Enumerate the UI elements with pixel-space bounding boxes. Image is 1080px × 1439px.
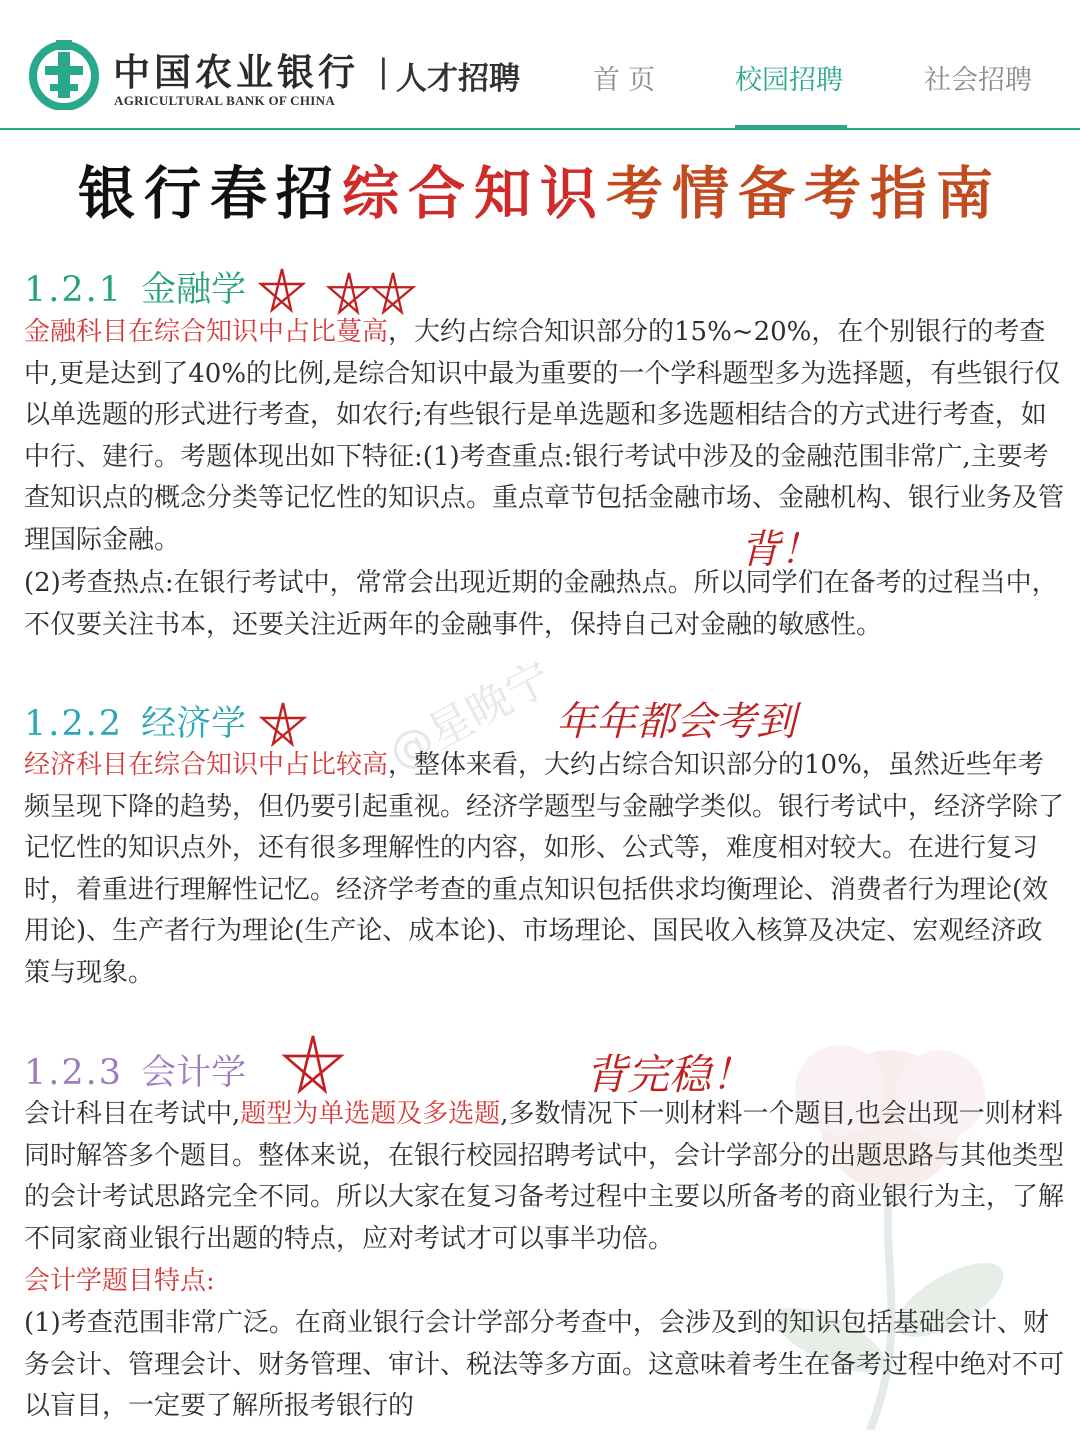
finance-paragraph-2: (2)考查热点:在银行考试中，常常会出现近期的金融热点。所以同学们在备考的过程当中，不仅要关注书本，还要关注近两年的金融事件，保持自己对金融的敏感性。 [24,568,1058,640]
handwritten-note-accounting: 背完稳！ [585,1050,754,1099]
accounting-lead: 会计科目在考试中, [24,1099,241,1129]
bank-name-cn: 中国农业银行 [113,50,359,94]
section-name: 经济学 [141,704,247,744]
handwritten-note-finance: 背！ [740,527,820,573]
title-part-2: 综合知识 [342,161,606,227]
section-name: 金融学 [141,270,247,310]
economics-paragraph [24,745,1064,995]
nav-home[interactable]: 首页 [593,65,663,96]
section-name: 会计学 [141,1053,247,1093]
star-annotation-icon [370,270,416,316]
accounting-highlight: 题型为单选题及多选题 [240,1099,501,1129]
section-number: 1.2.2 [24,704,124,744]
page-title [0,148,1080,230]
accounting-paragraph [24,1094,1064,1260]
economics-highlight: 经济科目在综合知识中占比较高 [24,750,389,780]
accounting-body: ,多数情况下一则材料一个题目,也会出现一则材料同时解答多个题目。整体来说，在银行校园招聘考试中，会计学部分的出题思路与其他类型的会计考试思路完全不同。所以大家在复习备考过程中主要以所备考的商业银行为主，了解不同家商业银行出题的特点，应对考试才可以事半功倍。 [24,1099,1065,1254]
finance-body: ，大约占综合知识部分的15%~20%，在个别银行的考查中,更是达到了40%的比例,是综合知识中最为重要的一个学科题型多为选择题，有些银行仅以单选题的形式进行考查，如农行;有些银行是单选题和多选题相结合的方式进行考查，如中行、建行。考题体现出如下特征:(1)考查重点:银行考试中涉及的金融范围非常广,主要考查知识点的概念分类等记忆性的知识点。重点章节包括金融市场、金融机构、银行业务及管理国际金融。 [24,317,1065,555]
section-heading-finance [24,262,246,312]
finance-highlight: 金融科目在综合知识中占比蔓高 [24,317,389,347]
finance-paragraph-1 [24,312,1064,562]
star-annotation-icon [278,1032,348,1096]
handwritten-note-economics: 年年都会考到 [556,699,796,745]
section-heading-economics [24,696,246,746]
abc-logo-icon [28,40,108,110]
accounting-features-heading: 会计学题目特点: [24,1266,215,1296]
economics-body: ，整体来看，大约占综合知识部分的10%，虽然近些年考频呈现下降的趋势，但仍要引起重视。经济学题型与金融学类似。银行考试中，经济学除了记忆性的知识点外，还有很多理解性的内容，如形、公式等，难度相对较大。在进行复习时，着重进行理解性记忆。经济学考查的重点知识包括供求均衡理论、消费者行为理论(效用论)、生产者行为理论(生产论、成本论)、市场理论、国民收入核算及决定、宏观经济政策与现象。 [24,750,1065,988]
header-divider [0,128,1080,130]
watermark: @星晚宁 [380,652,560,780]
header-subtitle: 人才招聘 [396,61,520,97]
accounting-feature-1: (1)考查范围非常广泛。在商业银行会计学部分考查中，会涉及到的知识包括基础会计、财务会计、管理会计、财务管理、审计、税法等多方面。这意味着考生在备考过程中绝对不可以盲目，一定要了解所报考银行的 [24,1308,1065,1422]
header-separator: | [378,52,389,90]
site-header [0,0,1080,130]
star-annotation-icon [258,266,306,314]
star-annotation-icon [258,700,308,748]
nav-campus-recruitment[interactable]: 校园招聘 [735,65,843,96]
section-number: 1.2.3 [24,1053,124,1093]
section-number: 1.2.1 [24,270,124,310]
section-heading-accounting [24,1045,246,1095]
title-part-3: 考情备考指南 [606,161,1002,227]
bank-name-en: AGRICULTURAL BANK OF CHINA [114,93,336,108]
star-annotation-icon [326,270,372,316]
nav-social-recruitment[interactable]: 社会招聘 [924,65,1032,96]
title-part-1: 银行春招 [78,161,342,227]
